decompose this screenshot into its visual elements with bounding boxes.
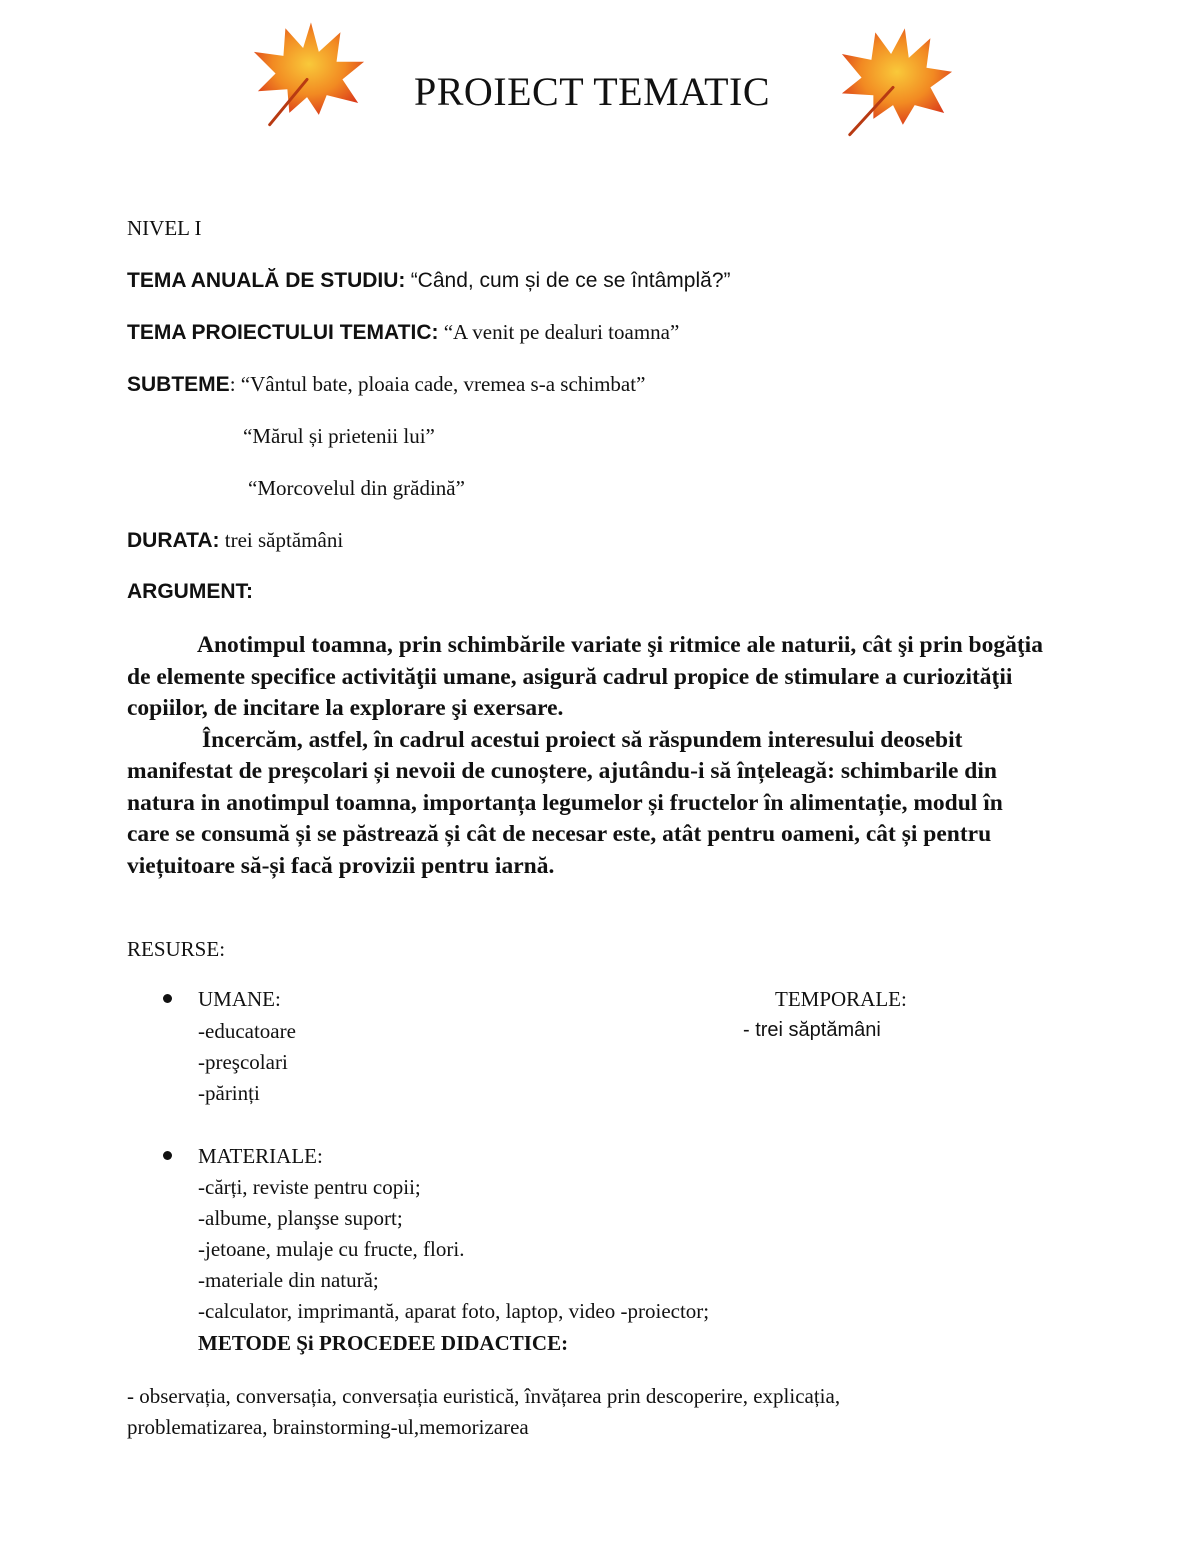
argument-text [127, 630, 1047, 882]
umane-item: -preşcolari [198, 1050, 288, 1074]
metode-label: METODE Şi PROCEDEE DIDACTICE: [198, 1331, 569, 1355]
materiale-item: -cărți, reviste pentru copii; [198, 1175, 421, 1199]
tema-proiect-value: “A venit pe dealuri toamna” [443, 320, 680, 344]
bullet-icon [163, 994, 172, 1003]
durata-line [127, 528, 343, 553]
durata-label: DURATA: [127, 529, 220, 552]
materiale-item: -materiale din natură; [198, 1268, 379, 1292]
subtema-3: “Morcovelul din grădină” [248, 476, 465, 500]
umane-item: -educatoare [198, 1019, 296, 1043]
argument-paragraph-1: Anotimpul toamna, prin schimbările variate şi ritmice ale naturii, cât şi prin bogăţia de elemente specifice activităţii umane, asigură cadrul propice de stimulare a curiozităţii copiilor, de incitare la explorare şi exersare. [127, 632, 1043, 721]
umane-label: UMANE: [198, 987, 281, 1011]
tema-proiect-label: TEMA PROIECTULUI TEMATIC: [127, 321, 439, 344]
bullet-icon [163, 1151, 172, 1160]
materiale-item: -albume, planşse suport; [198, 1206, 403, 1230]
page-title: PROIECT TEMATIC [413, 69, 771, 114]
subtema-1: : “Vântul bate, ploaia cade, vremea s-a schimbat” [229, 372, 646, 396]
subteme-label: SUBTEME [127, 373, 230, 396]
metode-line-1: - observația, conversația, conversația euristică, învățarea prin descoperire, explicația, [127, 1384, 841, 1408]
resurse-label: RESURSE: [127, 937, 226, 961]
nivel-text: NIVEL I [127, 216, 202, 240]
durata-value: trei săptămâni [224, 528, 344, 552]
metode-line-2: problematizarea, brainstorming-ul,memorizarea [127, 1415, 529, 1439]
tema-anuala-value: “Când, cum și de ce se întâmplă?” [410, 269, 731, 292]
temporale-label: TEMPORALE: [775, 987, 907, 1011]
materiale-item: -jetoane, mulaje cu fructe, flori. [198, 1237, 465, 1261]
tema-proiect-line [127, 320, 679, 345]
materiale-item: -calculator, imprimantă, aparat foto, laptop, video -proiector; [198, 1299, 710, 1323]
subteme-line [127, 372, 645, 397]
temporale-value: - trei săptămâni [743, 1019, 881, 1041]
tema-anuala-line [127, 268, 731, 293]
argument-paragraph-2: Încercăm, astfel, în cadrul acestui proiect să răspundem interesului deosebit manifestat de preșcolari și nevoii de cunoștere, ajutându-i să înțeleagă: schimbarile din natura in anotimpul toamna, importanța legumelor și fructelor în alimentație, modul în care se consumă și se păstrează și cât de necesar este, atât pentru oameni, cât și pentru viețuitoare să-și facă provizii pentru iarnă. [127, 726, 1003, 879]
subtema-2: “Mărul și prietenii lui” [243, 424, 435, 448]
tema-anuala-label: TEMA ANUALĂ DE STUDIU: [127, 269, 406, 292]
umane-item: -părinți [198, 1081, 260, 1105]
materiale-label: MATERIALE: [198, 1144, 323, 1168]
argument-label: ARGUMENT: [127, 580, 253, 603]
